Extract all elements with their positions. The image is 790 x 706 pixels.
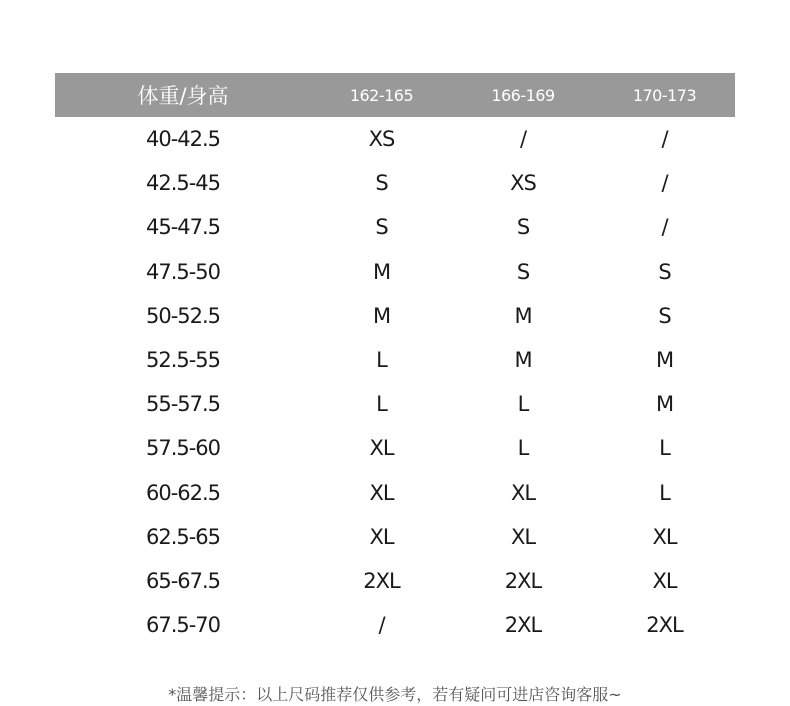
size-cell: /: [519, 127, 527, 152]
size-cell: XL: [510, 524, 536, 549]
size-cell: XL: [369, 524, 394, 549]
size-cell: /: [661, 215, 668, 240]
weight-cell: 50-52.5: [145, 303, 221, 328]
size-cell: 2XL: [504, 568, 542, 593]
weight-cell: 40-42.5: [145, 127, 221, 152]
weight-cell: 67.5-70: [145, 613, 221, 638]
weight-cell: 45-47.5: [145, 215, 221, 240]
weight-cell: 62.5-65: [145, 524, 221, 549]
size-cell: L: [517, 392, 529, 417]
table-row: [55, 382, 735, 426]
weight-cell: 47.5-50: [145, 259, 221, 284]
header-height-166-169: 166-169: [452, 73, 594, 117]
header-height-162-165: 162-165: [311, 73, 452, 117]
table-row: [55, 250, 735, 294]
table-row: [55, 471, 735, 515]
size-cell: 2XL: [646, 613, 683, 638]
size-cell: XL: [510, 480, 536, 505]
size-cell: S: [658, 259, 671, 284]
size-cell: S: [516, 259, 530, 284]
size-cell: XS: [510, 171, 536, 196]
size-cell: /: [661, 171, 668, 196]
size-cell: S: [516, 215, 530, 240]
size-cell: L: [376, 348, 387, 373]
size-cell: XL: [652, 568, 677, 593]
size-cell: 2XL: [504, 613, 542, 638]
size-cell: M: [514, 303, 532, 328]
sizing-note: *温馨提示：以上尺码推荐仅供参考，若有疑问可进店咨询客服~: [168, 685, 622, 704]
table-row: [55, 338, 735, 382]
size-cell: M: [372, 303, 391, 328]
size-cell: L: [659, 436, 670, 461]
table-row: [55, 559, 735, 603]
size-cell: XL: [652, 524, 677, 549]
weight-cell: 65-67.5: [145, 568, 221, 593]
size-cell: XS: [368, 127, 395, 152]
size-cell: M: [655, 348, 674, 373]
size-cell: L: [517, 436, 529, 461]
table-row: [55, 426, 735, 470]
table-row: [55, 161, 735, 205]
header-row: [55, 73, 735, 117]
weight-cell: 55-57.5: [145, 392, 221, 417]
weight-cell: 60-62.5: [145, 480, 221, 505]
table-row: [55, 205, 735, 249]
size-cell: 2XL: [363, 568, 400, 593]
weight-cell: 42.5-45: [145, 171, 221, 196]
weight-cell: 57.5-60: [145, 436, 221, 461]
weight-cell: 52.5-55: [145, 348, 221, 373]
size-chart-table: [55, 73, 735, 647]
size-cell: S: [658, 303, 671, 328]
size-cell: S: [375, 215, 388, 240]
size-cell: /: [661, 127, 668, 152]
table-row: [55, 515, 735, 559]
size-cell: XL: [369, 480, 394, 505]
size-cell: M: [514, 348, 532, 373]
size-cell: XL: [369, 436, 394, 461]
header-height-170-173: 170-173: [594, 73, 735, 117]
size-cell: /: [378, 613, 385, 638]
table-row: [55, 117, 735, 161]
size-cell: L: [659, 480, 670, 505]
size-cell: L: [376, 392, 387, 417]
table-row: [55, 294, 735, 338]
size-cell: M: [372, 259, 391, 284]
size-cell: S: [375, 171, 388, 196]
table-row: [55, 603, 735, 647]
header-weight-height: 体重/身高: [55, 73, 311, 117]
size-cell: M: [655, 392, 674, 417]
